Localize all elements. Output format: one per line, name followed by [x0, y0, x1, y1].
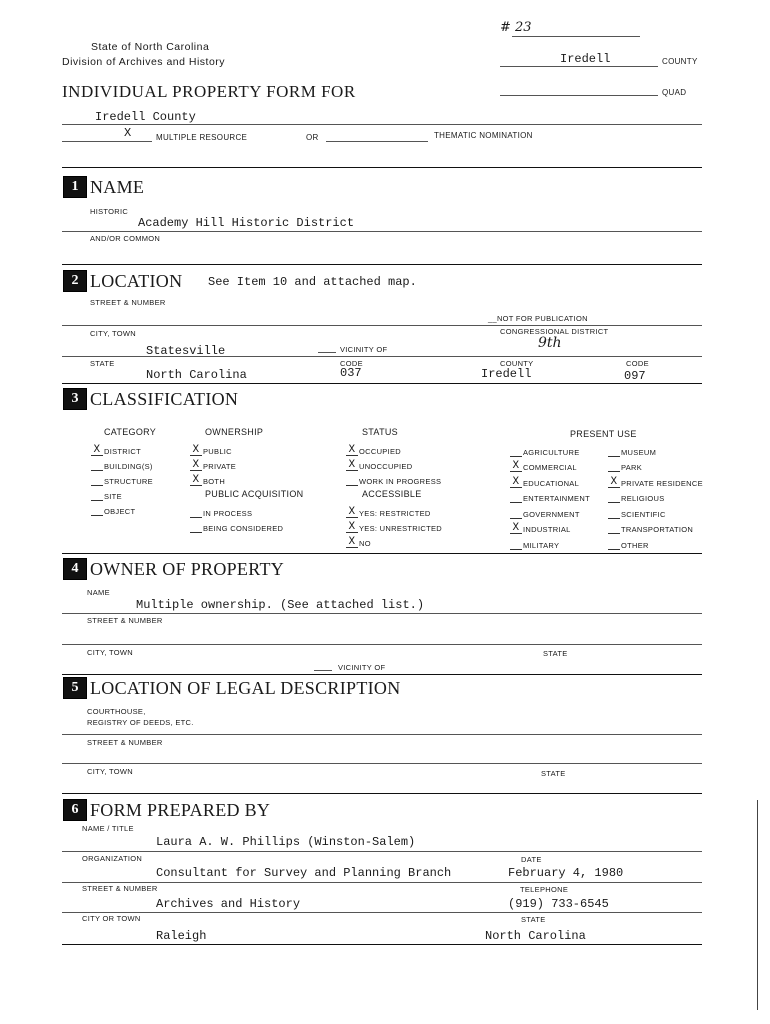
- section6-divider: [62, 944, 702, 945]
- org-line: [62, 882, 702, 883]
- checkbox-mark: [346, 485, 358, 486]
- checkbox-mark: X: [510, 461, 522, 472]
- checkbox-mark: X: [510, 523, 522, 534]
- quad-line: [500, 95, 658, 96]
- thematic-line: [326, 141, 428, 142]
- classification-option[interactable]: [91, 486, 153, 501]
- phone-value[interactable]: (919) 733-6545: [508, 897, 609, 911]
- state-value[interactable]: North Carolina: [146, 368, 247, 382]
- county-name[interactable]: Iredell County: [95, 110, 196, 124]
- section-number: 6: [63, 799, 87, 821]
- multiple-label: MULTIPLE RESOURCE: [156, 133, 248, 142]
- option-label: WORK IN PROGRESS: [359, 477, 442, 486]
- checkbox-mark: X: [346, 507, 358, 518]
- checkbox-mark: [608, 518, 620, 519]
- checkbox-mark: X: [346, 537, 358, 548]
- option-label: SITE: [104, 492, 122, 501]
- classification-option[interactable]: [346, 441, 441, 456]
- option-label: YES: UNRESTRICTED: [359, 524, 443, 533]
- section-classification-header: [63, 388, 238, 410]
- option-label: INDUSTRIAL: [523, 525, 571, 534]
- classification-option[interactable]: [510, 519, 590, 535]
- multiple-line: [62, 141, 152, 142]
- checkbox-mark: X: [190, 475, 202, 486]
- section-title: LOCATION OF LEGAL DESCRIPTION: [90, 677, 401, 698]
- phone-label: TELEPHONE: [520, 885, 569, 894]
- classification-option[interactable]: [91, 441, 153, 456]
- option-label: AGRICULTURE: [523, 447, 580, 457]
- owner-street-label: STREET & NUMBER: [87, 616, 163, 625]
- section-owner-header: [63, 558, 284, 580]
- section-number: 3: [63, 388, 87, 410]
- classification-option[interactable]: [608, 472, 703, 488]
- county-label: COUNTY: [662, 57, 698, 66]
- org-label: ORGANIZATION: [82, 854, 143, 863]
- city-label: CITY, TOWN: [90, 329, 136, 338]
- code-label: CODE: [340, 359, 363, 368]
- historic-line: [62, 231, 702, 232]
- classification-option[interactable]: [510, 488, 590, 504]
- section-number: 1: [63, 176, 87, 198]
- section-title: LOCATION: [90, 270, 183, 291]
- section-title: FORM PREPARED BY: [90, 799, 271, 820]
- district-value[interactable]: 9th: [538, 335, 562, 351]
- option-label: PARK: [621, 463, 643, 472]
- accessible-list: [346, 503, 442, 548]
- classification-option[interactable]: [346, 503, 442, 518]
- checkbox-mark: X: [346, 445, 358, 456]
- option-label: MUSEUM: [621, 447, 657, 457]
- category-head: CATEGORY: [104, 427, 157, 437]
- classification-option[interactable]: [608, 534, 703, 550]
- classification-option[interactable]: [510, 472, 590, 488]
- checkbox-mark: [510, 518, 522, 519]
- street-line: [62, 325, 702, 326]
- vicinity-label: VICINITY OF: [340, 345, 388, 354]
- classification-option[interactable]: [346, 518, 442, 533]
- acquisition-head: PUBLIC ACQUISITION: [205, 489, 304, 499]
- classification-option[interactable]: [608, 503, 703, 519]
- category-list: [91, 441, 153, 516]
- county-value-2[interactable]: Iredell: [481, 367, 532, 381]
- historic-label: HISTORIC: [90, 207, 129, 216]
- status-list: [346, 441, 441, 486]
- prepared-city-label: CITY OR TOWN: [82, 914, 141, 923]
- prepared-state-value[interactable]: North Carolina: [485, 929, 586, 943]
- section5-divider: [62, 793, 702, 794]
- section-legal-header: [63, 677, 401, 699]
- county-code[interactable]: 097: [624, 369, 646, 383]
- county-line: [500, 66, 658, 67]
- checkbox-mark: [91, 485, 103, 486]
- owner-name-value[interactable]: Multiple ownership. (See attached list.): [136, 598, 425, 612]
- checkbox-mark: X: [190, 445, 202, 456]
- section-title: OWNER OF PROPERTY: [90, 558, 285, 579]
- option-label: OCCUPIED: [359, 447, 401, 456]
- present-use-left-list: [510, 441, 590, 550]
- status-head: STATUS: [362, 427, 398, 437]
- checkbox-mark: [608, 456, 620, 457]
- prepared-state-label: STATE: [521, 915, 546, 924]
- classification-option[interactable]: [91, 501, 153, 516]
- present-use-right-list: [608, 441, 703, 550]
- historic-value[interactable]: Academy Hill Historic District: [138, 216, 355, 230]
- quad-label: QUAD: [662, 88, 687, 97]
- option-label: BOTH: [203, 477, 226, 486]
- option-label: DISTRICT: [104, 447, 141, 456]
- section-title: CLASSIFICATION: [90, 388, 239, 409]
- checkbox-mark: [608, 549, 620, 550]
- classification-option[interactable]: [608, 519, 703, 535]
- prepared-street-value[interactable]: Archives and History: [156, 897, 301, 911]
- checkbox-mark: [91, 470, 103, 471]
- classification-option[interactable]: [510, 534, 590, 550]
- form-number: # 23: [500, 20, 532, 35]
- ownership-list: [190, 441, 236, 486]
- legal-street-label: STREET & NUMBER: [87, 738, 163, 747]
- multiple-mark[interactable]: X: [124, 126, 132, 140]
- code-label-2: CODE: [626, 359, 649, 368]
- checkbox-mark: [510, 502, 522, 503]
- classification-option[interactable]: [190, 456, 236, 471]
- classification-option[interactable]: [510, 503, 590, 519]
- section-location-header: [63, 270, 182, 292]
- classification-option[interactable]: [608, 488, 703, 504]
- section3-divider: [62, 553, 702, 554]
- option-label: YES: RESTRICTED: [359, 509, 431, 518]
- checkbox-mark: [608, 533, 620, 534]
- location-note[interactable]: See Item 10 and attached map.: [208, 275, 417, 289]
- owner-street-line: [62, 644, 702, 645]
- legal-state-label: STATE: [541, 769, 566, 778]
- header-divider: [62, 167, 702, 168]
- margin-mark: [757, 800, 758, 1010]
- prepared-name-label: NAME / TITLE: [82, 824, 134, 833]
- date-value[interactable]: February 4, 1980: [508, 866, 624, 880]
- section-title: NAME: [90, 176, 145, 197]
- county-label-2: COUNTY: [500, 359, 534, 368]
- option-label: OBJECT: [104, 507, 136, 516]
- prepared-street-line: [62, 912, 702, 913]
- form-title: INDIVIDUAL PROPERTY FORM FOR: [62, 82, 356, 101]
- owner-vicinity-label: VICINITY OF: [338, 663, 386, 672]
- checkbox-mark: X: [346, 522, 358, 533]
- or-label: OR: [306, 133, 319, 142]
- section1-divider: [62, 264, 702, 265]
- option-label: PUBLIC: [203, 447, 232, 456]
- checkbox-mark: [510, 549, 522, 550]
- owner-state-label: STATE: [543, 649, 568, 658]
- classification-option[interactable]: [608, 457, 703, 473]
- classification-option[interactable]: [91, 456, 153, 471]
- section4-divider: [62, 674, 702, 675]
- classification-option[interactable]: [346, 456, 441, 471]
- state-name: State of North Carolina: [91, 41, 210, 53]
- option-label: OTHER: [621, 540, 649, 550]
- option-label: EDUCATIONAL: [523, 478, 580, 488]
- checkbox-mark: [608, 471, 620, 472]
- ownership-head: OWNERSHIP: [205, 427, 264, 437]
- owner-vicinity-line: [314, 670, 332, 671]
- checkbox-mark: [91, 515, 103, 516]
- org-value[interactable]: Consultant for Survey and Planning Branch: [156, 866, 452, 880]
- section-number: 5: [63, 677, 87, 699]
- section2-divider: [62, 383, 702, 384]
- present-use-head: PRESENT USE: [570, 429, 637, 439]
- option-label: SCIENTIFIC: [621, 509, 666, 519]
- option-label: PRIVATE: [203, 462, 237, 471]
- legal-city-label: CITY, TOWN: [87, 767, 133, 776]
- checkbox-mark: X: [510, 477, 522, 488]
- accessible-head: ACCESSIBLE: [362, 489, 422, 499]
- courthouse-label: COURTHOUSE,: [87, 707, 146, 716]
- section-number: 2: [63, 270, 87, 292]
- classification-option[interactable]: [346, 471, 441, 486]
- state-label: STATE: [90, 359, 115, 368]
- not-for-publication: __NOT FOR PUBLICATION: [488, 314, 588, 323]
- option-label: NO: [359, 539, 371, 548]
- checkbox-mark: [190, 532, 202, 533]
- vicinity-line: [318, 352, 336, 353]
- classification-option[interactable]: [190, 441, 236, 456]
- street-label: STREET & NUMBER: [90, 298, 166, 307]
- option-label: STRUCTURE: [104, 477, 153, 486]
- section-prepared-header: [63, 799, 270, 821]
- city-line: [62, 356, 702, 357]
- option-label: BUILDING(S): [104, 462, 153, 471]
- option-label: UNOCCUPIED: [359, 462, 413, 471]
- classification-option[interactable]: [346, 533, 442, 548]
- common-label: AND/OR COMMON: [90, 234, 161, 243]
- section-name-header: [63, 176, 144, 198]
- checkbox-mark: X: [91, 445, 103, 456]
- section-number: 4: [63, 558, 87, 580]
- option-label: PRIVATE RESIDENCE: [621, 478, 703, 488]
- checkbox-mark: [510, 456, 522, 457]
- state-code[interactable]: 037: [340, 366, 362, 380]
- date-label: DATE: [521, 855, 542, 864]
- registry-label: REGISTRY OF DEEDS, ETC.: [87, 718, 194, 727]
- checkbox-mark: X: [608, 477, 620, 488]
- option-label: TRANSPORTATION: [621, 525, 694, 534]
- option-label: COMMERCIAL: [523, 463, 577, 472]
- option-label: RELIGIOUS: [621, 494, 665, 503]
- option-label: GOVERNMENT: [523, 509, 580, 519]
- classification-option[interactable]: [190, 503, 283, 518]
- thematic-label: THEMATIC NOMINATION: [434, 131, 533, 140]
- division-name: Division of Archives and History: [62, 56, 226, 68]
- owner-city-label: CITY, TOWN: [87, 648, 133, 657]
- classification-option[interactable]: [510, 457, 590, 473]
- owner-name-line: [62, 613, 702, 614]
- city-value[interactable]: Statesville: [146, 344, 226, 358]
- option-label: ENTERTAINMENT: [523, 494, 590, 503]
- option-label: MILITARY: [523, 540, 560, 550]
- option-label: IN PROCESS: [203, 509, 253, 518]
- classification-option[interactable]: [608, 441, 703, 457]
- option-label: BEING CONSIDERED: [203, 524, 284, 533]
- county-value[interactable]: Iredell: [560, 52, 611, 66]
- checkbox-mark: X: [346, 460, 358, 471]
- classification-option[interactable]: [91, 471, 153, 486]
- county-name-line: [62, 124, 702, 125]
- acquisition-list: [190, 503, 283, 533]
- classification-option[interactable]: [190, 471, 236, 486]
- form-number-line: [512, 36, 640, 37]
- registry-line: [62, 734, 702, 735]
- prepared-name-value[interactable]: Laura A. W. Phillips (Winston-Salem): [156, 835, 416, 849]
- checkbox-mark: [91, 500, 103, 501]
- classification-option[interactable]: [510, 441, 590, 457]
- classification-option[interactable]: [190, 518, 283, 533]
- prepared-name-line: [62, 851, 702, 852]
- prepared-city-value[interactable]: Raleigh: [156, 929, 207, 943]
- prepared-street-label: STREET & NUMBER: [82, 884, 158, 893]
- congress-label: CONGRESSIONAL DISTRICT: [500, 327, 609, 336]
- legal-street-line: [62, 763, 702, 764]
- checkbox-mark: [190, 517, 202, 518]
- owner-name-label: NAME: [87, 588, 110, 597]
- checkbox-mark: [608, 502, 620, 503]
- checkbox-mark: X: [190, 460, 202, 471]
